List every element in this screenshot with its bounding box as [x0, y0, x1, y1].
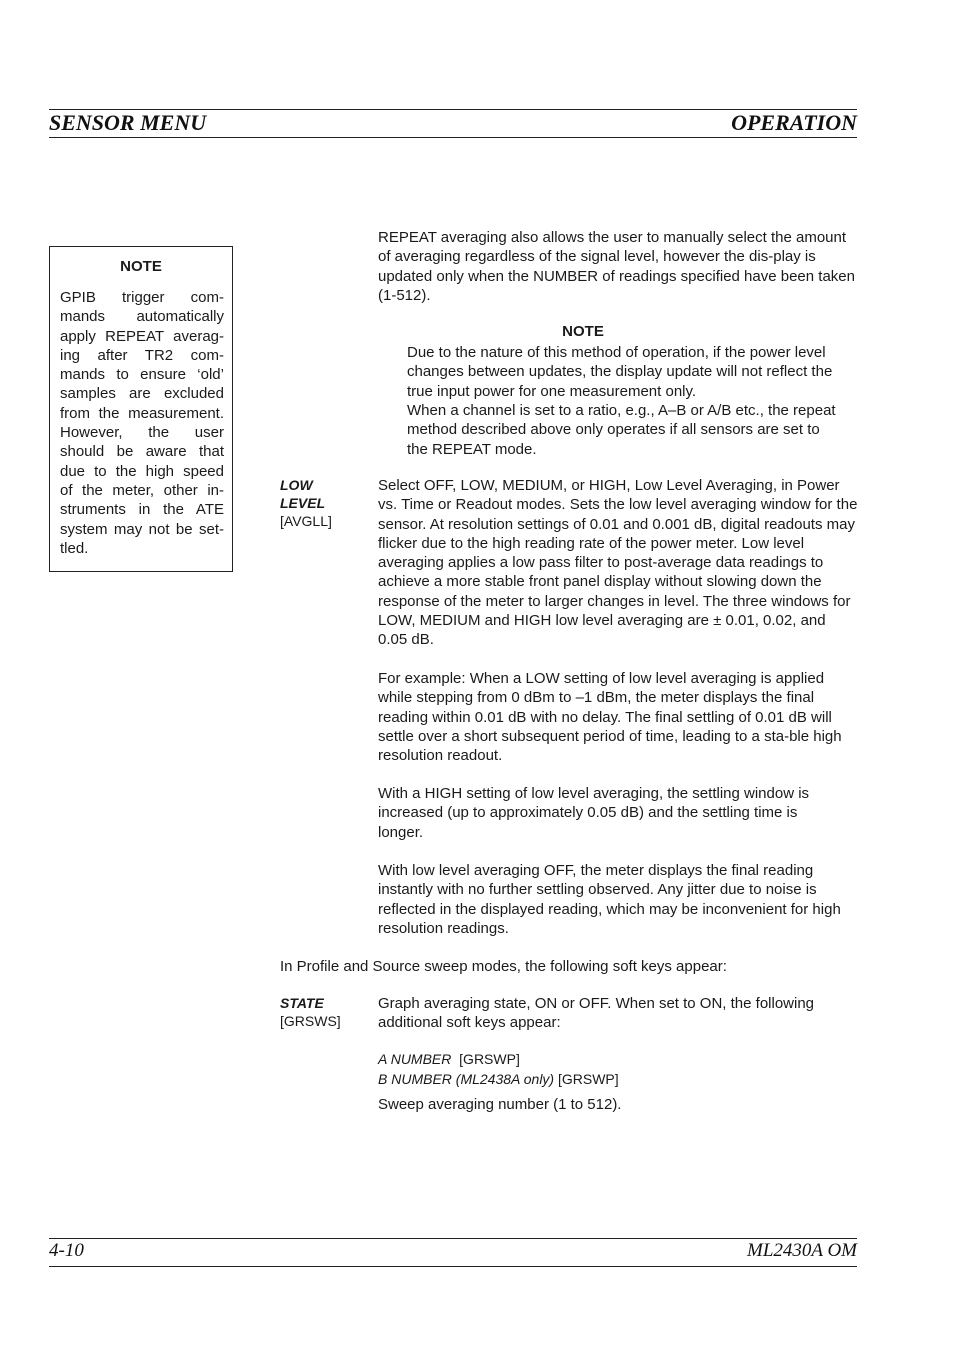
sidebar-note-line: However, the user	[60, 424, 224, 442]
a-number-command: [GRSWP]	[459, 1051, 520, 1067]
b-number-command: [GRSWP]	[557, 1071, 619, 1087]
repeat-paragraph: REPEAT averaging also allows the user to manually select the amount of averaging regardless of the signal level, however the dis-play is updated only when the NUMBER of readings specified have been taken (1-512).	[378, 229, 855, 304]
sidebar-note-line: due to the high speed	[60, 462, 224, 480]
sidebar-note-line: from the measurement.	[60, 404, 224, 422]
sidebar-note-line: ing after TR2 com-	[60, 346, 224, 364]
a-number-label: A NUMBER	[378, 1051, 452, 1067]
footer-top-rule	[49, 1238, 857, 1239]
footer-bottom-rule	[49, 1266, 857, 1267]
b-number-line	[378, 1069, 619, 1089]
a-number-line	[378, 1049, 520, 1069]
state-paragraph: Graph averaging state, ON or OFF. When set to ON, the following additional soft keys appear:	[378, 995, 815, 1032]
low-level-key-label: LOW	[280, 477, 313, 493]
sidebar-note-line: struments in the ATE	[60, 501, 224, 519]
header-chapter-title: OPERATION	[731, 110, 857, 135]
sidebar-note-line: tled.	[60, 539, 89, 557]
b-number-label: B NUMBER (ML2438A only)	[378, 1071, 555, 1087]
sidebar-note-line: should be aware that	[60, 443, 224, 461]
low-level-key-label-2: LEVEL	[280, 495, 326, 511]
footer-page-number: 4-10	[49, 1240, 84, 1261]
low-level-paragraph-2: For example: When a LOW setting of low level averaging is applied while stepping from 0 dBm to –1 dBm, the meter displays the final reading within 0.01 dB with no delay. The final settling of 0.01 dB will settle over a short subsequent period of time, leading to a sta-ble high resolution readout.	[378, 670, 842, 765]
sidebar-note-line: apply REPEAT averag-	[60, 327, 224, 345]
low-level-paragraph-1: Select OFF, LOW, MEDIUM, or HIGH, Low Level Averaging, in Power vs. Time or Readout modes. Sets the low level averaging window for the sensor. At resolution settings of 0.01 and 0.001 dB, digital readouts may flicker due to the high reading rate of the power meter. Low level averaging applies a low pass filter to post-average data readings to achieve a more stable front panel display without slowing down the response of the meter to larger changes in level. The three windows for LOW, MEDIUM and HIGH low level averaging are ± 0.01, 0.02, and 0.05 dB.	[378, 477, 858, 649]
sidebar-note-line: GPIB trigger com-	[60, 289, 224, 306]
low-level-paragraph-4: With low level averaging OFF, the meter displays the final reading instantly with no further settling observed. Any jitter due to noise is reflected in the displayed reading, which may be inconvenient for high resolution readings.	[378, 862, 841, 937]
sidebar-note-title: NOTE	[120, 258, 162, 275]
inline-note-title: NOTE	[562, 323, 604, 340]
sidebar-note-line: system may not be set-	[60, 520, 224, 538]
header-section-title: SENSOR MENU	[49, 110, 207, 135]
sidebar-note-box	[49, 246, 233, 572]
header-bottom-rule	[49, 137, 857, 138]
footer-manual-name: ML2430A OM	[747, 1240, 857, 1261]
profile-intro-text: In Profile and Source sweep modes, the following soft keys appear:	[280, 958, 727, 975]
sidebar-note-line: mands to ensure ‘old’	[60, 366, 224, 384]
low-level-paragraph-3: With a HIGH setting of low level averaging, the settling window is increased (up to approximately 0.05 dB) and the settling time is longer.	[378, 785, 810, 841]
sweep-averaging-text: Sweep averaging number (1 to 512).	[378, 1096, 622, 1113]
sidebar-note-line: samples are excluded	[60, 385, 224, 403]
inline-note-text-2: When a channel is set to a ratio, e.g., A–B or A/B etc., the repeat method described above only operates if all sensors are set to the REPEAT mode.	[407, 402, 836, 458]
sidebar-note-line: of the meter, other in-	[60, 481, 224, 499]
state-key-label: STATE	[280, 995, 324, 1011]
inline-note-text-1: Due to the nature of this method of operation, if the power level changes between updates, the display update will not reflect the true input power for one measurement only.	[407, 344, 833, 400]
low-level-command: [AVGLL]	[280, 513, 332, 529]
state-command: [GRSWS]	[280, 1013, 341, 1029]
sidebar-note-text	[60, 288, 224, 558]
sidebar-note-line: mands automatically	[60, 308, 224, 326]
